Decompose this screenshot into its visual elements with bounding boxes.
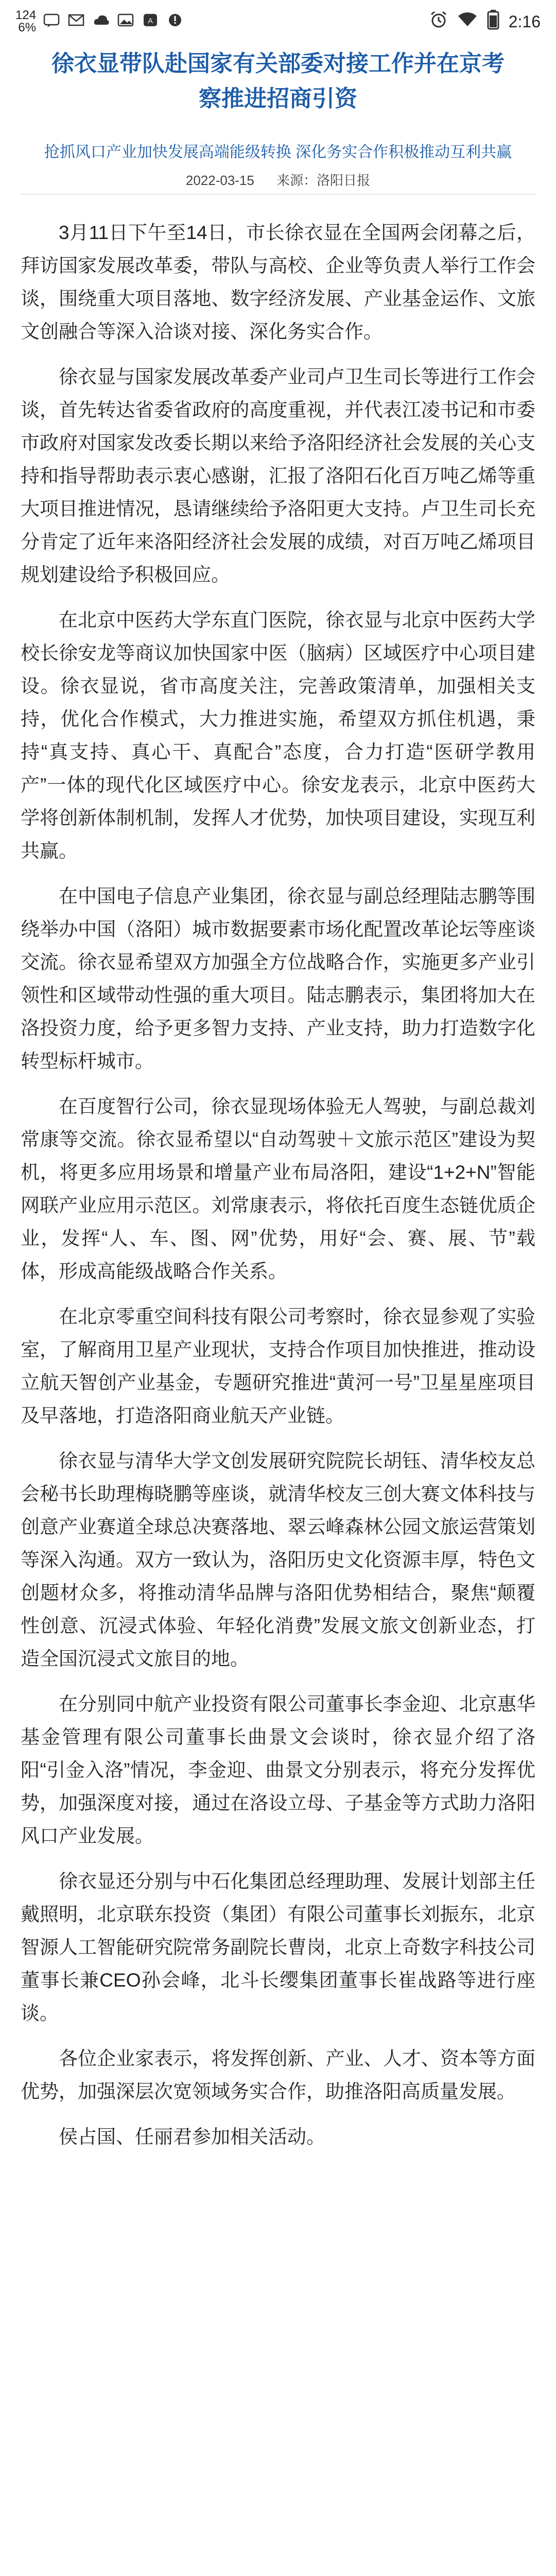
article-paragraph: 在中国电子信息产业集团，徐衣显与副总经理陆志鹏等围绕举办中国（洛阳）城市数据要素市场化配置改革论坛等座谈交流。徐衣显希望双方加强全方位战略合作，实施更多产业引领性和区域带动性强的重大项目。陆志鹏表示，集团将加大在洛投资力度，给予更多智力支持、产业支持，助力打造数字化转型标杆城市。 <box>21 886 535 1072</box>
article-paragraph: 3月11日下午至14日，市长徐衣显在全国两会闭幕之后，拜访国家发展改革委，带队与高校、企业等负责人举行工作会谈，围绕重大项目落地、数字经济发展、产业基金运作、文旅文创融合等深入洽谈对接、深化务实合作。 <box>21 222 535 342</box>
article-subtitle: 抢抓风口产业加快发展高端能级转换 深化务实合作积极推动互利共赢 <box>44 144 512 161</box>
status-bar <box>0 0 556 46</box>
mail-icon <box>68 12 85 31</box>
status-left <box>15 9 184 34</box>
article-title-line1: 徐衣显带队赴国家有关部委对接工作并在京考 <box>51 51 505 76</box>
article-title-line2: 察推进招商引资 <box>199 86 357 111</box>
app-icon <box>142 12 160 31</box>
article-paragraph: 徐衣显与清华大学文创发展研究院院长胡钰、清华校友总会秘书长助理梅晓鹏等座谈，就清华校友三创大赛文体科技与创意产业赛道全球总决赛落地、翠云峰森林公园文旅运营策划等深入沟通。双方一致认为，洛阳历史文化资源丰厚，特色文创题材众多，将推动清华品牌与洛阳优势相结合，聚焦“颠覆性创意、沉浸式体验、年轻化消费”发展文旅文创新业态，打造全国沉浸式文旅目的地。 <box>21 1450 535 1669</box>
clock-time: 2:16 <box>508 12 541 31</box>
article-paragraph: 在北京中医药大学东直门医院，徐衣显与北京中医药大学校长徐安龙等商议加快国家中医（脑病）区域医疗中心项目建设。徐衣显说，省市高度关注，完善政策清单，加强相关支持，优化合作模式，大力推进实施，希望双方抓住机遇，秉持“真支持、真心干、真配合”态度，合力打造“医研学教用产”一体的现代化区域医疗中心。徐安龙表示，北京中医药大学将创新体制机制，发挥人才优势，加快项目建设，实现互利共赢。 <box>21 609 535 861</box>
wifi-icon <box>457 11 478 32</box>
title-divider <box>21 194 535 195</box>
article-title <box>0 46 556 116</box>
article-paragraph: 在百度智行公司，徐衣显现场体验无人驾驶，与副总裁刘常康等交流。徐衣显希望以“自动驾驶＋文旅示范区”建设为契机，将更多应用场景和增量产业布局洛阳，建设“1+2+N”智能网联产业应用示范区。刘常康表示，将依托百度生态链优质企业，发挥“人、车、图、网”优势，用好“会、赛、展、节”载体，形成高能级战略合作关系。 <box>21 1096 535 1282</box>
article-paragraph: 侯占国、任丽君参加相关活动。 <box>59 2126 325 2147</box>
article-paragraph: 徐衣显与国家发展改革委产业司卢卫生司长等进行工作会谈，首先转达省委省政府的高度重视，并代表江凌书记和市委市政府对国家发改委长期以来给予洛阳经济社会发展的关心支持和指导帮助表示衷心感谢，汇报了洛阳石化百万吨乙烯等重大项目推进情况，恳请继续给予洛阳更大支持。卢卫生司长充分肯定了近年来洛阳经济社会发展的成绩，对百万吨乙烯项目规划建设给予积极回应。 <box>21 366 535 585</box>
signal-indicator: 124 6% <box>15 8 37 35</box>
image-icon <box>117 12 135 31</box>
alert-icon <box>167 12 184 31</box>
article-meta <box>0 170 556 189</box>
svg-text:A: A <box>148 16 153 25</box>
article-date: 2022-03-15 <box>185 173 254 188</box>
battery-icon <box>487 9 499 34</box>
article-paragraph: 在分别同中航产业投资有限公司董事长李金迎、北京惠华基金管理有限公司董事长曲景文会谈时，徐衣显介绍了洛阳“引金入洛”情况，李金迎、曲景文分别表示，将充分发挥优势，加强深度对接，通过在洛设立母、子基金等方式助力洛阳风口产业发展。 <box>21 1693 535 1846</box>
status-right <box>429 9 541 34</box>
article-paragraph: 在北京零重空间科技有限公司考察时，徐衣显参观了实验室，了解商用卫星产业现状，支持合作项目加快推进，推动设立航天智创产业基金，专题研究推进“黄河一号”卫星星座项目及早落地，打造洛阳商业航天产业链。 <box>21 1306 535 1426</box>
article-body <box>21 216 535 2166</box>
article-paragraph: 各位企业家表示，将发挥创新、产业、人才、资本等方面优势，加强深层次宽领域务实合作，助推洛阳高质量发展。 <box>21 2048 535 2102</box>
article-source: 来源：洛阳日报 <box>276 173 371 188</box>
cloud-icon <box>93 12 110 31</box>
article-paragraph: 徐衣显还分别与中石化集团总经理助理、发展计划部主任戴照明，北京联东投资（集团）有限公司董事长刘振东，北京智源人工智能研究院常务副院长曹岗，北京上奇数字科技公司董事长兼CEO孙会峰，北斗长缨集团董事长崔战路等进行座谈。 <box>21 1871 535 2024</box>
message-icon <box>43 12 61 31</box>
alarm-icon <box>429 10 448 33</box>
